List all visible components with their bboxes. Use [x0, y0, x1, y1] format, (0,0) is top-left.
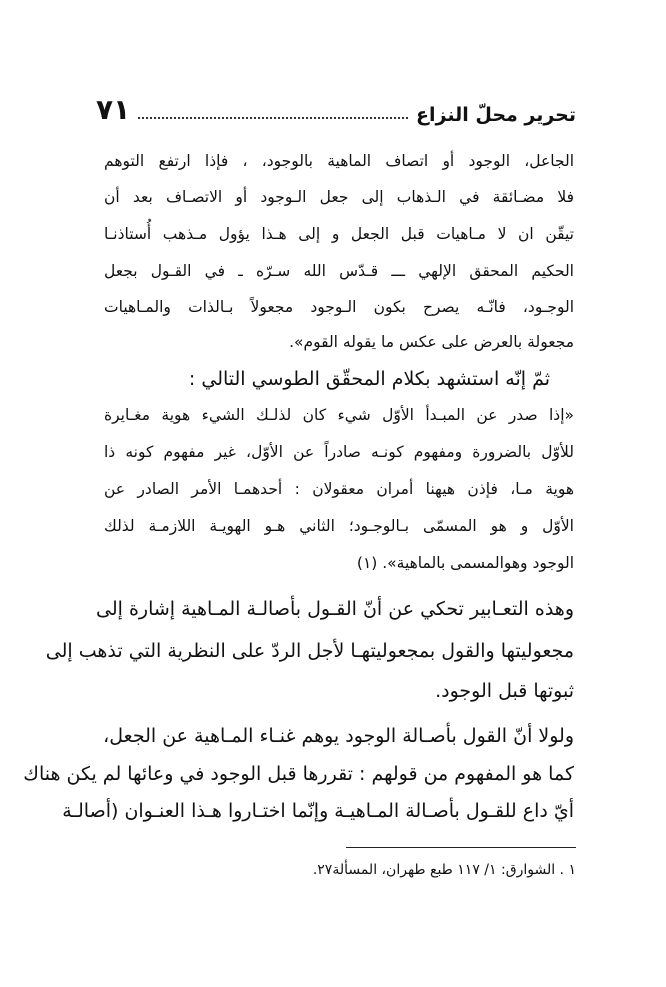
page-number: ٧١: [96, 93, 131, 126]
text-line: هوية مـا، فإذن هيهنا أمران معقولان : أحدهمـا الأمر الصادر عن: [104, 480, 574, 498]
text-line: وهذه التعـابير تحكي عن أنّ القـول بأصالـة المـاهية إشارة إلى: [96, 598, 574, 620]
text-line: كما هو المفهوم من قولهم : تقررها قبل الوجود في وعائها لم يكن هناك: [23, 763, 574, 785]
footnote-divider: [346, 847, 576, 848]
text-line: مجعوليتها والقول بمجعوليتهـا لأجل الردّ على النظرية التي تذهب إلى: [45, 640, 574, 662]
text-line: ولولا أنّ القول بأصـالة الوجود يوهم غنـاء المـاهية عن الجعل،: [103, 725, 574, 747]
text-line: مجعولة بالعرض على عكس ما يقوله القوم».: [289, 333, 574, 351]
text-line: الجاعل، الوجود أو اتصاف الماهية بالوجود، ، فإذا ارتفع التوهم: [104, 152, 574, 170]
text-line: فلا مضـائقة في الـذهاب إلى جعل الـوجود أو الاتصـاف بعد أن: [104, 188, 574, 206]
text-line: الوجـود، فانّـه يصرح بكون الـوجود مجعولاً بـالذات والمـاهيات: [104, 298, 574, 316]
text-line: الحكيم المحقق الإلهي ـــ قـدّس الله سـرّه ـ في القـول بجعل: [104, 262, 574, 280]
text-line: أيّ داع للقـول بأصـالة المـاهيـة وإنّما اختـاروا هـذا العنـوان (أصالـة: [62, 800, 574, 822]
text-line: الأوّل و هو المسمّى بـالوجـود؛ الثاني هـو الهويـة اللازمـة لذلك: [104, 517, 574, 535]
text-line: الوجود وهوالمسمى بالماهية». (١): [356, 554, 574, 572]
running-header: [96, 86, 576, 126]
text-line: للأوّل بالضرورة ومفهوم كونـه صادراً عن الأوّل، غير مفهوم كونه ذا: [104, 443, 574, 461]
footnote: ١ . الشوارق: ١/ ١١٧ طبع طهران، المسألة٢٧.: [312, 862, 576, 878]
text-line: ثمّ إنّه استشهد بكلام المحقّق الطوسي التالي :: [188, 368, 550, 390]
text-line: ثبوتها قبل الوجود.: [435, 680, 574, 702]
header-title: تحرير محلّ النزاع: [416, 104, 576, 126]
text-line: «إذا صدر عن المبـدأ الأوّل شيء كان لذلـك الشيء هوية مغـايرة: [104, 406, 574, 424]
text-line: تيقّن ان لا مـاهيات قبل الجعل و إلى هـذا يؤول مـذهب أُستاذنـا: [104, 225, 574, 243]
header-dotted-leader: [138, 117, 408, 119]
